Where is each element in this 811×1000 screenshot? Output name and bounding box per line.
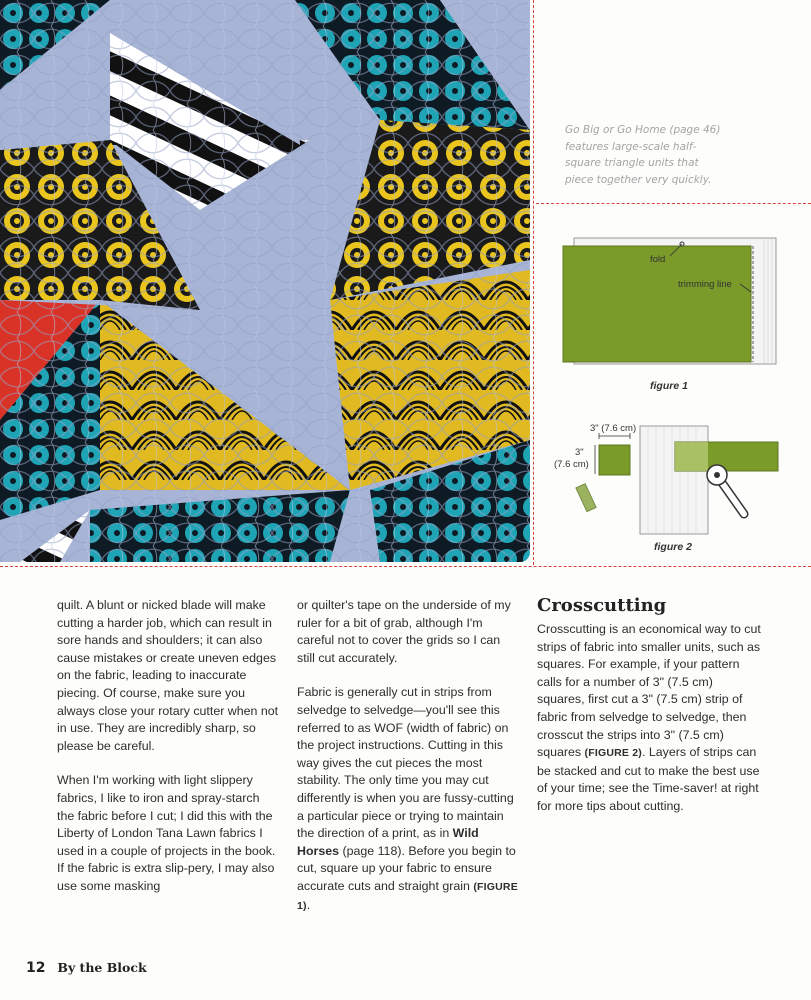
divider-horizontal — [0, 566, 811, 567]
square-height-label-1: 3" — [575, 447, 584, 458]
figure-1-label: figure 1 — [650, 380, 688, 392]
fold-label: fold — [650, 254, 666, 265]
book-title: By the Block — [57, 960, 147, 975]
trimming-line-label: trimming line — [678, 279, 732, 290]
text-column-2 — [297, 597, 519, 932]
text-column-1 — [57, 597, 279, 913]
divider-caption — [536, 203, 811, 204]
rotary-cutter-icon — [707, 465, 744, 514]
text-run: Fabric is generally cut in strips from selvedge to selvedge—you'll see this referred to as WOF (width of fabric) on the project instructions. Cutting in this way gives the cut pieces the most stability. The only time you may cut differently is when you are fussy-cutting a particular piece or trying to maintain the direction of a print, as in — [297, 685, 514, 841]
section-heading: Crosscutting — [537, 595, 667, 616]
paragraph — [537, 621, 762, 816]
quilt-image — [0, 0, 530, 562]
page-number: 12 — [26, 960, 46, 976]
figure-1-diagram — [560, 236, 780, 376]
cut-square-icon — [576, 484, 596, 512]
text-run: (page 118). Before you begin to cut, square up your fabric to ensure accurate cuts and straight grain — [297, 843, 516, 893]
page-footer — [26, 959, 147, 976]
quilt-photo — [0, 0, 530, 562]
square-height-label-2: (7.6 cm) — [554, 459, 589, 470]
figure-2-diagram — [548, 418, 788, 538]
text-run: . Layers of strips can be stacked and cut to make the best use of your time; see the Time-saver! at right for more tips about cutting. — [537, 745, 760, 813]
divider-vertical — [533, 0, 534, 565]
photo-caption: Go Big or Go Home (page 46) features large-scale half- square triangle units that piece together very quickly. — [565, 124, 721, 186]
text-run: . — [306, 897, 311, 912]
paragraph — [297, 684, 519, 915]
figure-1-reference: (FIGURE 1) — [297, 880, 518, 912]
project-link-wild-horses: Wild Horses — [297, 826, 479, 858]
square-width-label: 3" (7.6 cm) — [590, 423, 637, 434]
paragraph: or quilter's tape on the underside of my ruler for a bit of grab, although I'm careful not to cover the grids so I can still cut accurately. — [297, 598, 511, 665]
paragraph: When I'm working with light slippery fabrics, I like to iron and spray-starch the fabric before I cut; I did this with the Liberty of London Tana Lawn fabrics I used in a couple of projects in the book. If the fabric is extra slip-pery, I may also use some masking — [57, 773, 276, 893]
figure-2-label: figure 2 — [654, 541, 692, 553]
paragraph: quilt. A blunt or nicked blade will make cutting a harder job, which can result in sore hands and shoulders; it can also cause mistakes or create uneven edges on the fabric, leading to inaccurate piecing. Of course, make sure you always close your rotary cutter when not in use. They are incredibly sharp, so please be careful. — [57, 598, 279, 753]
text-run: Crosscutting is an economical way to cut strips of fabric into smaller units, such as squares. For example, if your pattern calls for a number of 3" (7.5 cm) squares, first cut a 3" (7.5 cm) strip of fabric from selvedge to selvedge, then crosscut the strips into 3" (7.5 cm) squares — [537, 622, 761, 760]
fabric-square — [599, 445, 630, 475]
figure-2-reference: (FIGURE 2) — [584, 747, 642, 760]
text-column-3 — [537, 621, 762, 833]
